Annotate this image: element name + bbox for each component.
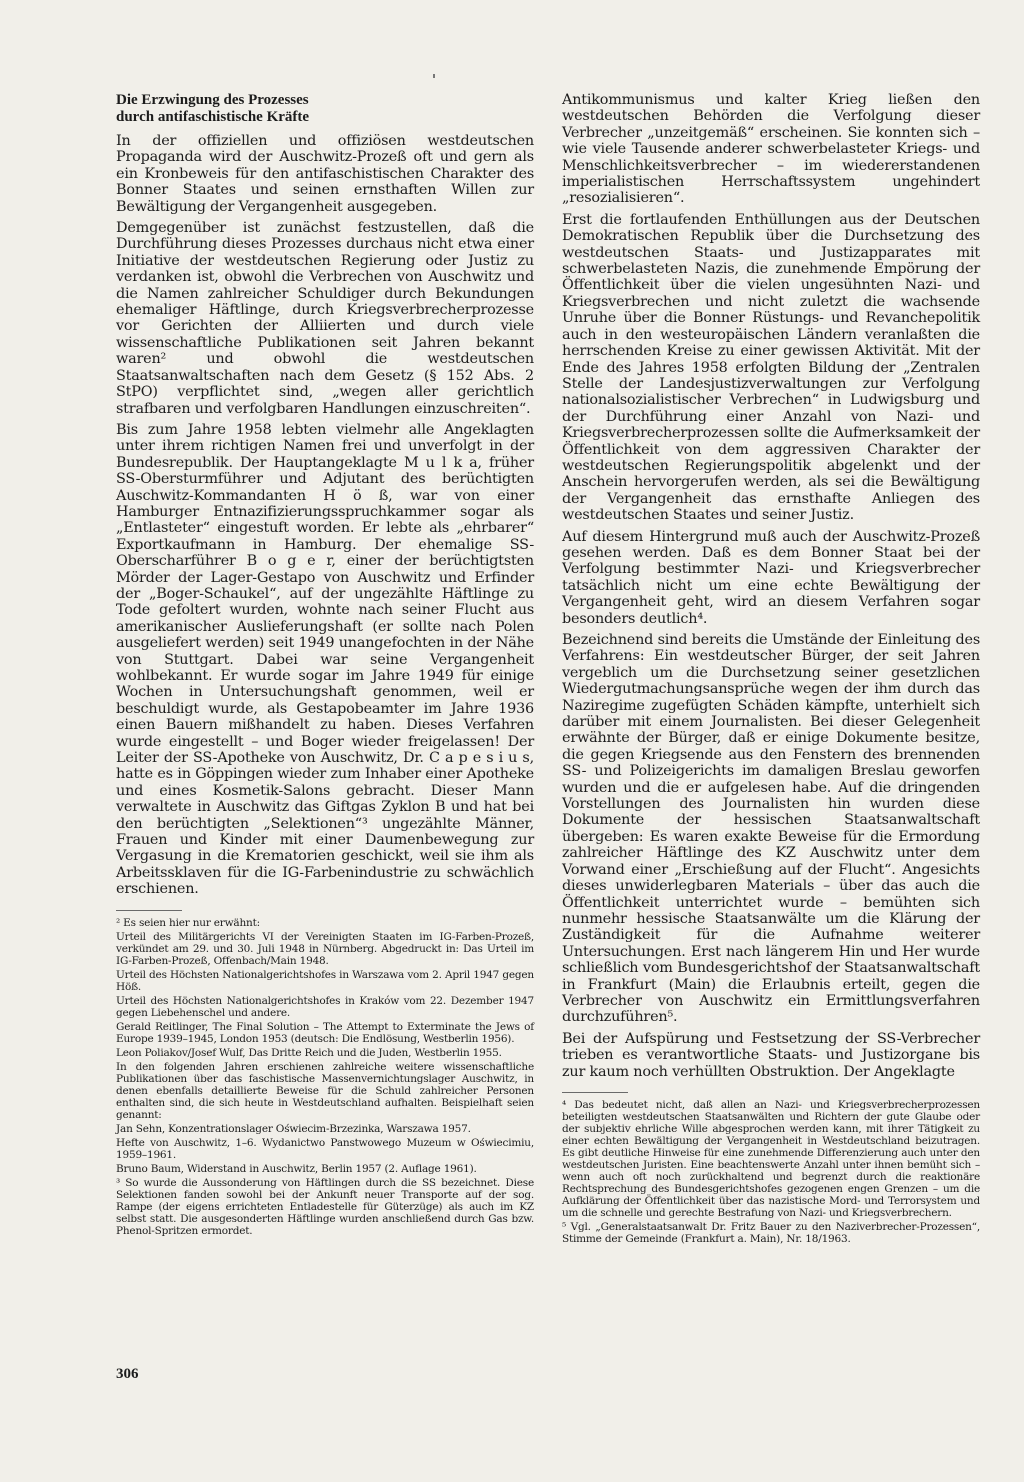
right-column (562, 92, 980, 1247)
footnote: ⁴ Das bedeutet nicht, daß allen an Nazi- und Kriegsverbrecherprozessen beteiligten westdeutschen Staatsanwälten und Richtern der gute Glaube oder der subjektiv ehrliche Wille abgesprochen werden kann, mit ihrer Tätigkeit zu einer echten Bewältigung der Vergangenheit in Westdeutschland beizutragen. Es gibt deutliche Hinweise für eine zunehmende Differenzierung auch unter den westdeutschen Juristen. Eine beachtenswerte Anzahl unter ihnen bemüht sich – wenn auch oft noch zurückhaltend und begrenzt durch die reaktionäre Rechtsprechung des Bundesgerichtshofes gezogenen engen Grenzen – um die Aufklärung der Öffentlichkeit über das nazistische Mord- und Terrorsystem und um die schnelle und gerechte Bestrafung von Nazi- und Kriegsverbrechern. (562, 1098, 980, 1219)
paragraph: In der offiziellen und offiziösen westdeutschen Propaganda wird der Auschwitz-Prozeß oft und gern als ein Kronbeweis für den antifaschistischen Charakter des Bonner Staates und seinen ernsthaften Willen zur Bewältigung der Vergangenheit ausgegeben. (116, 133, 534, 215)
footnote: Bruno Baum, Widerstand in Auschwitz, Berlin 1957 (2. Auflage 1961). (116, 1162, 477, 1175)
footnote: Urteil des Höchsten Nationalgerichtshofes in Warszawa vom 2. April 1947 gegen Höß. (116, 968, 534, 993)
section-heading (116, 92, 534, 126)
footnote: Urteil des Höchsten Nationalgerichtshofes in Kraków vom 22. Dezember 1947 gegen Liebehenschel und andere. (116, 994, 534, 1019)
paragraph: Bei der Aufspürung und Festsetzung der SS-Verbrecher trieben es verantwortliche Staats- und Justizorgane bis zur kaum noch verhüllten Obstruktion. Der Angeklagte (562, 1030, 980, 1080)
paragraph: Antikommunismus und kalter Krieg ließen den westdeutschen Behörden die Verfolgung dieser Verbrecher „unzeitgemäß“ erscheinen. Sie konnten sich – wie viele Tausende anderer schwerbelasteter Kriegs- und Menschlichkeitsverbrecher – im wiedererstandenen imperialistischen Herrschaftssystem ungehindert „resozialisieren“. (562, 92, 980, 207)
footnote: In den folgenden Jahren erschienen zahlreiche weitere wissenschaftliche Publikationen über das faschistische Massenvernichtungslager Auschwitz, in denen ebenfalls detaillierte Beweise für die Schuld zahlreicher Personen enthalten sind, die sich heute in Westdeutschland aufhalten. Beispielhaft seien genannt: (116, 1060, 534, 1121)
footnote: Leon Poliakov/Josef Wulf, Das Dritte Reich und die Juden, Westberlin 1955. (116, 1046, 502, 1059)
footnote: Hefte von Auschwitz, 1–6. Wydanictwo Panstwowego Muzeum w Oświecimiu, 1959–1961. (116, 1136, 534, 1161)
paragraph: Auf diesem Hintergrund muß auch der Auschwitz-Prozeß gesehen werden. Daß es dem Bonner Staat bei der Verfolgung bestimmter Nazi- und Kriegsverbrecher tatsächlich nicht um eine echte Bewältigung der Vergangenheit geht, wird an diesem Verfahren sogar besonders deutlich⁴. (562, 528, 980, 627)
footnote: Jan Sehn, Konzentrationslager Oświecim-Brzezinka, Warszawa 1957. (116, 1122, 471, 1135)
paragraph: Demgegenüber ist zunächst festzustellen, daß die Durchführung dieses Prozesses durchaus nicht etwa einer Initiative der westdeutschen Regierung oder Justiz zu verdanken ist, obwohl die Verbrechen von Auschwitz und die Namen zahlreicher Schuldiger durch Bekundungen ehemaliger Häftlinge, durch Kriegsverbrecherprozesse vor Gerichten der Alliierten und durch viele wissenschaftliche Publikationen seit Jahren bekannt waren² und obwohl die westdeutschen Staatsanwaltschaften nach dem Gesetz (§ 152 Abs. 2 StPO) verpflichtet sind, „wegen aller gerichtlich strafbaren und verfolgbaren Handlungen einzuschreiten“. (116, 220, 534, 417)
paragraph: Bis zum Jahre 1958 lebten vielmehr alle Angeklagten unter ihrem richtigen Namen frei und unverfolgt in der Bundesrepublik. Der Hauptangeklagte M u l k a, früher SS-Obersturmführer und Adjutant des berüchtigten Auschwitz-Kommandanten H ö ß, war von einer Hamburger Entnazifizierungsspruchkammer sogar als „Entlasteter“ eingestuft worden. Er lebte als „ehrbarer“ Exportkaufmann in Hamburg. Der ehemalige SS-Oberscharführer B o g e r, einer der berüchtigtsten Mörder der Lager-Gestapo von Auschwitz und Erfinder der „Boger-Schaukel“, auf der ungezählte Häftlinge zu Tode gefoltert wurden, wohnte nach seiner Flucht aus amerikanischer Auslieferungshaft (er sollte nach Polen ausgeliefert werden) seit 1949 unangefochten in der Nähe von Stuttgart. Dabei war seine Vergangenheit wohlbekannt. Er wurde sogar im Jahre 1949 für einige Wochen in Untersuchungshaft genommen, weil er beschuldigt wurde, als Gestapobeamter im Jahre 1936 einen Bauern mißhandelt zu haben. Dieses Verfahren wurde eingestellt – und Boger wieder freigelassen! Der Leiter der SS-Apotheke von Auschwitz, Dr. C a p e s i u s, hatte es in Göppingen wieder zum Inhaber einer Apotheke und eines Kosmetik-Salons gebracht. Dieser Mann verwaltete in Auschwitz das Giftgas Zyklon B und hat bei den berüchtigten „Selektionen“³ ungezählte Männer, Frauen und Kinder mit einer Daumenbewegung zur Vergasung in die Krematorien geschickt, weil sie ihm als Arbeitssklaven für die IG-Farbenindustrie zu schwächlich erschienen. (116, 421, 534, 898)
footnote: Urteil des Militärgerichts VI der Vereinigten Staaten im IG-Farben-Prozeß, verkündet am 29. und 30. Juli 1948 in Nürnberg. Abgedruckt in: Das Urteil im IG-Farben-Prozeß, Offenbach/Main 1948. (116, 930, 534, 967)
footnote: Gerald Reitlinger, The Final Solution – The Attempt to Exterminate the Jews of Europe 1939–1945, London 1953 (deutsch: Die Endlösung, Westberlin 1956). (116, 1020, 534, 1045)
paragraph: Bezeichnend sind bereits die Umstände der Einleitung des Verfahrens: Ein westdeutscher Bürger, der seit Jahren vergeblich um die Durchsetzung seiner gesetzlichen Wiedergutmachungsansprüche wegen der ihm durch das Naziregime zugefügten Schäden kämpfte, unterhielt sich darüber mit einem Journalisten. Bei dieser Gelegenheit erwähnte der Bürger, daß er einige Dokumente besitze, die gegen Kriegsende aus den Fenstern des brennenden SS- und Polizeigerichts im damaligen Breslau geworfen wurden und die er aufgelesen habe. Auf die dringenden Vorstellungen des Journalisten hin wurden diese Dokumente der hessischen Staatsanwaltschaft übergeben: Es waren exakte Beweise für die Ermordung zahlreicher Häftlinge des KZ Auschwitz unter dem Vorwand einer „Erschießung auf der Flucht“. Angesichts dieses unwiderlegbaren Materials – über das auch die Öffentlichkeit unterrichtet wurde – bemühten sich nunmehr hessische Staatsanwälte um die Klärung der Zuständigkeit für die Aufnahme weiterer Untersuchungen. Erst nach längerem Hin und Her wurde schließlich vom Bundesgerichtshof der Staatsanwaltschaft in Frankfurt (Main) die Erlaubnis erteilt, gegen die Verbrecher von Auschwitz ein Ermittlungsverfahren durchzuführen⁵. (562, 632, 980, 1026)
scan-mark (433, 74, 435, 78)
footnote-divider (562, 1092, 628, 1093)
page-number: 306 (116, 1366, 139, 1382)
footnote: ³ So wurde die Aussonderung von Häftlingen durch die SS bezeichnet. Diese Selektionen fanden sowohl bei der Ankunft neuer Transporte auf der sog. Rampe (der eigens errichteten Entladestelle für Güterzüge) als auch im KZ selbst statt. Die ausgesonderten Häftlinge wurden anschließend durch Gas bzw. Phenol-Spritzen ermordet. (116, 1176, 534, 1237)
footnote-divider (116, 910, 182, 911)
left-column (116, 92, 534, 1239)
footnote: ⁵ Vgl. „Generalstaatsanwalt Dr. Fritz Bauer zu den Naziverbrecher-Prozessen“, Stimme der Gemeinde (Frankfurt a. Main), Nr. 18/1963. (562, 1220, 980, 1245)
heading-line-2: durch antifaschistische Kräfte (116, 109, 310, 125)
footnote: ² Es seien hier nur erwähnt: (116, 916, 260, 929)
paragraph: Erst die fortlaufenden Enthüllungen aus der Deutschen Demokratischen Republik über die Durchsetzung des westdeutschen Staats- und Justizapparates mit schwerbelasteten Nazis, die zunehmende Empörung der Öffentlichkeit über die vielen ungesühnten Nazi- und Kriegsverbrechen und nicht zuletzt die wachsende Unruhe über die Bonner Rüstungs- und Revanchepolitik auch in den westeuropäischen Ländern veranlaßten die herrschenden Kreise zu einer gewissen Aktivität. Mit der Ende des Jahres 1958 erfolgten Bildung der „Zentralen Stelle der Landesjustizverwaltungen zur Verfolgung nationalsozialistischer Verbrechen“ in Ludwigsburg und der Durchführung einer Anzahl von Nazi- und Kriegsverbrecherprozessen sollte die Aufmerksamkeit der Öffentlichkeit von dem aggressiven Charakter der westdeutschen Regierungspolitik abgelenkt und der Anschein hervorgerufen werden, als sei die Bewältigung der Vergangenheit das ernsthafte Anliegen des westdeutschen Staates und seiner Justiz. (562, 211, 980, 524)
heading-line-1: Die Erzwingung des Prozesses (116, 92, 309, 108)
